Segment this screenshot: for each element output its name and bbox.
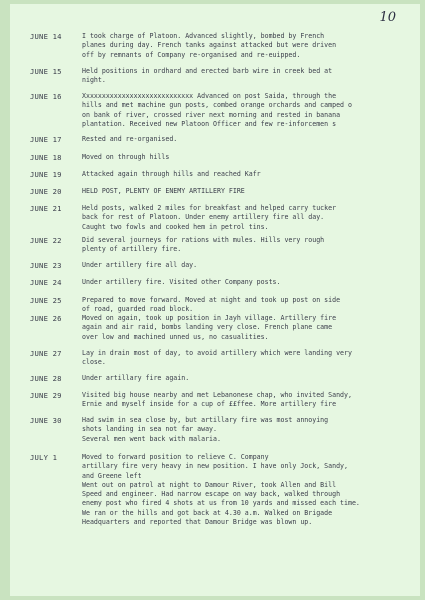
entry-line: Rested and re-organised. — [82, 135, 178, 143]
entry-line: Caught two fowls and cooked hem in petrol tins. — [82, 222, 269, 231]
entry-line: shots landing in sea not far away. — [82, 425, 217, 434]
entry-text — [82, 314, 412, 342]
entry-text — [82, 374, 412, 383]
entry-date: JUNE 22 — [30, 236, 62, 245]
entry-line: back for rest of Platoon. Under enemy artillery fire all day. — [82, 213, 325, 222]
entry-line: of road, guarded road block. — [82, 305, 194, 314]
entry-line: night. — [82, 76, 106, 85]
entry-line: Several men went back with malaria. — [82, 434, 221, 443]
entry-line: Held posts, walked 2 miles for breakfast and helped carry tucker — [82, 204, 337, 212]
entry-line: plantation. Received new Platoon Officer and few re-inforcemen s — [82, 119, 337, 128]
diary-page — [10, 4, 420, 596]
entry-date: JUNE 23 — [30, 261, 62, 270]
entry-line: Had swim in sea close by, but artillary fire was most annoying — [82, 416, 329, 424]
entry-date: JUNE 24 — [30, 278, 62, 287]
entry-text — [82, 416, 412, 444]
entry-line: Moved to forward position to relieve C. Company — [82, 453, 269, 461]
entry-line: Lay in drain most of day, to avoid artillery which were landing very — [82, 349, 352, 357]
entry-line: Moved on through hills — [82, 153, 170, 161]
entry-text — [82, 204, 412, 232]
entry-line: and Greene left — [82, 471, 142, 480]
entry-line: We ran or the hills and got back at 4.30 a.m. Walked on Brigade — [82, 508, 333, 517]
entry-text — [82, 67, 412, 86]
entry-date: JUNE 26 — [30, 314, 62, 323]
entry-line: plenty of artillery fire. — [82, 245, 182, 254]
entry-text — [82, 236, 412, 255]
entry-line: Xxxxxxxxxxxxxxxxxxxxxxxxxxxx Advanced on post Saida, through the — [82, 92, 337, 100]
entry-date: JUNE 19 — [30, 170, 62, 179]
entry-line: Headquarters and reported that Damour Bridge was blown up. — [82, 518, 313, 527]
entry-text — [82, 187, 412, 196]
entry-line: Moved on again, took up position in Jayh village. Artillery fire — [82, 314, 337, 322]
entry-line: Under artillery fire all day. — [82, 261, 198, 269]
entry-date: JUNE 16 — [30, 92, 62, 101]
entry-line: Did several journeys for rations with mules. Hills very rough — [82, 236, 325, 244]
entry-date: JUNE 27 — [30, 349, 62, 358]
entry-line: Ernie and myself inside for a cup of ££ffee. More artillery fire — [82, 400, 337, 409]
entry-line: I took charge of Platoon. Advanced slightly, bombed by French — [82, 32, 325, 40]
entry-text — [82, 278, 412, 287]
entry-text — [82, 349, 412, 368]
entry-line: Attacked again through hills and reached Kafr — [82, 170, 261, 178]
entry-date: JUNE 30 — [30, 416, 62, 425]
entry-text — [82, 32, 412, 60]
entry-date: JUNE 29 — [30, 391, 62, 400]
entry-date: JUNE 21 — [30, 204, 62, 213]
entry-date: JUNE 14 — [30, 32, 62, 41]
entry-line: Prepared to move forward. Moved at night and took up post on side — [82, 296, 341, 304]
page-number: 10 — [379, 10, 396, 25]
entry-line: on bank of river, crossed river next morning and rested in banana — [82, 110, 341, 119]
entry-line: artillary fire very heavy in new position. I have only Jock, Sandy, — [82, 462, 348, 471]
entry-line: Visited big house nearby and met Lebanonese chap, who invited Sandy, — [82, 391, 352, 399]
entry-line: hills and met machine gun posts, combed orange orchards and camped o — [82, 101, 352, 110]
entry-line: HELD POST, PLENTY OF ENEMY ARTILLERY FIRE — [82, 187, 245, 195]
entry-line: over low and machined unned us, no casualities. — [82, 332, 269, 341]
entry-line: Held positions in ordhard and erected barb wire in creek bed at — [82, 67, 333, 75]
entry-line: Went out on patrol at night to Damour River, took Allen and Bill — [82, 480, 337, 489]
entry-text — [82, 92, 412, 129]
entry-line: Under artillery fire. Visited other Company posts. — [82, 278, 281, 286]
entry-date: JUNE 15 — [30, 67, 62, 76]
entry-date: JUNE 20 — [30, 187, 62, 196]
entry-text — [82, 391, 412, 410]
entry-line: again and air raid, bombs landing very close. French plane came — [82, 323, 333, 332]
entry-date: JULY 1 — [30, 453, 58, 462]
entry-line: enemy post who fired 4 shots at us from 10 yards and missed each time. — [82, 499, 360, 508]
entry-date: JUNE 18 — [30, 153, 62, 162]
entry-date: JUNE 25 — [30, 296, 62, 305]
entry-line: close. — [82, 358, 106, 367]
entry-text — [82, 153, 412, 162]
entry-text — [82, 170, 412, 179]
entry-text — [82, 135, 412, 144]
entry-line: Speed and engineer. Had narrow escape on way back, walked through — [82, 490, 341, 499]
entry-line: off by remnants of Company re-organised and re-euipped. — [82, 50, 301, 59]
entry-line: planes during day. French tanks against attacked but were driven — [82, 41, 337, 50]
entry-text — [82, 296, 412, 315]
entry-date: JUNE 28 — [30, 374, 62, 383]
entry-text — [82, 453, 412, 527]
entry-text — [82, 261, 412, 270]
entry-date: JUNE 17 — [30, 135, 62, 144]
entry-line: Under artillary fire again. — [82, 374, 190, 382]
